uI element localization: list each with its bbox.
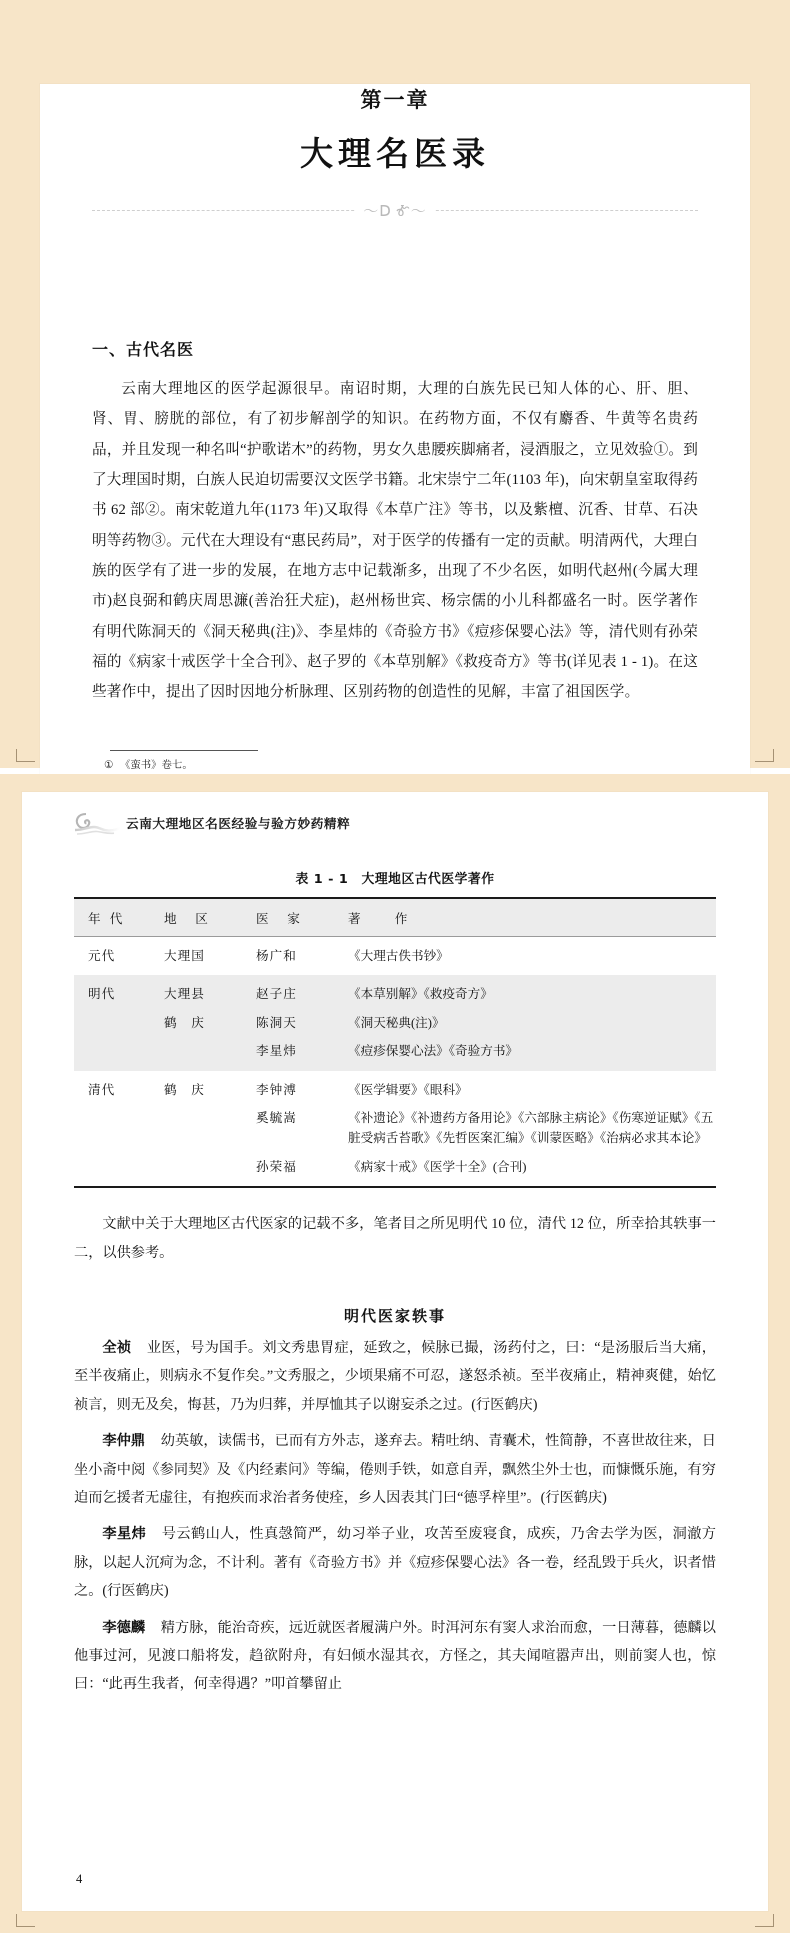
table-row bbox=[74, 1153, 716, 1187]
cell-era: 明代 bbox=[74, 975, 164, 1008]
cell-works: 《医学辑要》《眼科》 bbox=[348, 1082, 468, 1097]
crop-mark-bottom-left bbox=[16, 749, 35, 762]
cell-era bbox=[74, 1104, 164, 1153]
table-row bbox=[74, 937, 716, 976]
ornament-glyph-icon: 〜ᗞ Ꮉ〜 bbox=[355, 200, 435, 221]
cell-works: 《补遗论》《补遗药方备用论》《六部脉主病论》《伤寒逆证赋》《五脏受病舌苔歌》《先哲医案汇编》《训蒙医略》《治病必求其本论》 bbox=[348, 1110, 714, 1146]
cell-area bbox=[164, 1037, 256, 1070]
cell-doctor: 杨广和 bbox=[256, 949, 297, 963]
cell-era bbox=[74, 1153, 164, 1187]
biography-name: 李星炜 bbox=[102, 1526, 147, 1543]
table-caption: 表 1 - 1 大理地区古代医学著作 bbox=[295, 872, 495, 887]
cloud-wave-ornament-icon bbox=[74, 810, 120, 841]
biography-text: 业医，号为国手。刘文秀患胃症，延致之，候脉已撮，汤药付之，曰：“是汤服后当大痛，至半夜痛止，则病永不复作矣。”文秀服之，少顷果痛不可忍，遂怒杀祯。至半夜痛止，精神爽健，始忆祯言，则无及矣，悔甚，乃为归葬，并厚恤其子以谢妄杀之过。(行医鹤庆) bbox=[74, 1339, 716, 1413]
ancient-medical-works-table bbox=[74, 897, 716, 1188]
crop-mark-bottom-right bbox=[755, 1914, 774, 1927]
page-4-sheet bbox=[22, 792, 768, 1911]
cell-works: 《病家十戒》《医学十全》(合刊) bbox=[348, 1153, 716, 1187]
cell-area: 鹤 庆 bbox=[164, 1082, 205, 1097]
cell-area bbox=[164, 1153, 256, 1187]
biography-name: 全祯 bbox=[102, 1339, 132, 1356]
cell-area: 大理县 bbox=[164, 975, 256, 1008]
running-head bbox=[74, 792, 716, 842]
page-4-body bbox=[74, 1210, 716, 1699]
page-3-sheet bbox=[40, 84, 750, 828]
cell-doctor: 陈洞天 bbox=[256, 1009, 348, 1037]
biography-entry bbox=[74, 1614, 716, 1699]
cell-area: 鹤 庆 bbox=[164, 1009, 256, 1037]
table-body bbox=[74, 937, 716, 1188]
col-header-era: 年 代 bbox=[74, 898, 164, 937]
footnote-text: 《蛮书》卷七。 bbox=[120, 759, 193, 771]
col-header-area: 地 区 bbox=[164, 898, 256, 937]
cell-era: 清代 bbox=[88, 1082, 116, 1097]
crop-mark-bottom-left bbox=[16, 1914, 35, 1927]
table-row bbox=[74, 975, 716, 1008]
cell-works: 《洞天秘典(注)》 bbox=[348, 1009, 716, 1037]
crop-mark-bottom-right bbox=[755, 749, 774, 762]
cell-era bbox=[74, 1009, 164, 1037]
subsection-heading-ming-anecdotes: 明代医家轶事 bbox=[343, 1306, 446, 1325]
book-page-4 bbox=[0, 774, 790, 1933]
cell-area: 大理国 bbox=[164, 949, 205, 963]
biography-entry bbox=[74, 1520, 716, 1605]
cell-works: 《痘疹保婴心法》《奇验方书》 bbox=[348, 1037, 716, 1070]
table-row bbox=[74, 1104, 716, 1153]
footnote-marker: ① bbox=[104, 759, 114, 771]
col-header-doctor: 医 家 bbox=[256, 898, 348, 937]
table-header bbox=[74, 898, 716, 937]
biography-name: 李德麟 bbox=[102, 1619, 146, 1636]
cell-doctor: 赵子庄 bbox=[256, 975, 348, 1008]
page-3-main-paragraph: 云南大理地区的医学起源很早。南诏时期，大理的白族先民已知人体的心、肝、胆、肾、胃、膀胱的部位，有了初步解剖学的知识。在药物方面，不仅有麝香、牛黄等名贵药品，并且发现一种名叫“护歌诺木”的药物，男女久患腰疾脚痛者，浸酒服之，立见效验①。到了大理国时期，白族人民迫切需要汉文医学书籍。北宋崇宁二年(1103 年)，向宋朝皇室取得药书 62 部②。南宋乾道九年(1173 年)又取得《本草广注》等书，以及紫檀、沉香、甘草、石决明等药物③。元代在大理设有“惠民药局”，对于医学的传播有一定的贡献。明清两代，大理白族的医学有了进一步的发展，在地方志中记载渐多，出现了不少名医，如明代赵州(今属大理市)赵良弼和鹤庆周思濂(善治狂犬症)，赵州杨世宾、杨宗儒的小儿科都盛名一时。医学著作有明代陈洞天的《洞天秘典(注)》、李星炜的《奇验方书》《痘疹保婴心法》等，清代则有孙荣福的《病家十戒医学十全合刊》、赵子罗的《本草别解》《救疫奇方》等书(详见表 1 - 1)。在这些著作中，提出了因时因地分析脉理、区别药物的创造性的见解，丰富了祖国医学。 bbox=[92, 381, 698, 701]
cell-area bbox=[164, 1104, 256, 1153]
cell-doctor: 孙荣福 bbox=[256, 1153, 348, 1187]
biography-text: 幼英敏，读儒书，已而有方外志，遂弃去。精吐纳、青囊术，性简静，不喜世故往来，日坐小斋中阅《参同契》及《内经素问》等编，倦则手铁，如意自弄，飘然尘外士也，而慷慨乐施，有穷迫而乞援者无虚往，有抱疾而求治者务使痊，乡人因表其门曰“德孚梓里”。(行医鹤庆) bbox=[74, 1433, 716, 1506]
book-page-3 bbox=[0, 0, 790, 771]
cell-era: 元代 bbox=[88, 949, 116, 963]
biography-text: 精方脉，能治奇疾，远近就医者履满户外。时洱河东有窦人求治而愈，一日薄暮，德麟以他事过河，见渡口船将发，趋欲附舟，有妇倾水湿其衣，方怪之，其夫闻喧嚣声出，则前窦人也，惊曰：“此再生我者，何幸得遇？”叩首攀留止 bbox=[74, 1619, 716, 1693]
cell-doctor: 奚毓嵩 bbox=[256, 1110, 297, 1125]
section-heading-ancient-physicians: 一、古代名医 bbox=[92, 340, 195, 359]
footnote-rule bbox=[110, 750, 258, 751]
chapter-ornament-divider bbox=[92, 201, 698, 219]
page-number-4: 4 bbox=[76, 1872, 83, 1886]
chapter-title: 大理名医录 bbox=[300, 137, 490, 173]
biography-text: 号云鹤山人，性真愨简严，幼习举子业，攻苦至废寝食，成疾，乃舍去学为医，洞澈方脉，以起人沉疴为念，不计利。著有《奇验方书》并《痘疹保婴心法》各一卷，经乱毁于兵火，识者惜之。(行医鹤庆) bbox=[74, 1526, 716, 1600]
cell-era bbox=[74, 1037, 164, 1070]
cell-works: 《大理古佚书钞》 bbox=[348, 949, 449, 963]
cell-works: 《本草别解》《救疫奇方》 bbox=[348, 975, 716, 1008]
table-row bbox=[74, 1071, 716, 1104]
cell-doctor: 李星炜 bbox=[256, 1037, 348, 1070]
running-head-title: 云南大理地区名医经验与验方妙药精粹 bbox=[126, 815, 351, 831]
chapter-number: 第一章 bbox=[360, 88, 430, 112]
col-header-works: 著 作 bbox=[348, 898, 716, 937]
table-row bbox=[74, 1037, 716, 1070]
biography-entry bbox=[74, 1334, 716, 1419]
after-table-paragraph: 文献中关于大理地区古代医家的记载不多，笔者目之所见明代 10 位，清代 12 位，所幸拾其轶事一二，以供参考。 bbox=[74, 1216, 716, 1261]
biography-name: 李仲鼎 bbox=[102, 1433, 146, 1450]
biography-entry bbox=[74, 1427, 716, 1512]
cell-doctor: 李钟溥 bbox=[256, 1082, 297, 1097]
table-header-row bbox=[74, 898, 716, 937]
table-row bbox=[74, 1009, 716, 1037]
footnote-item bbox=[92, 758, 698, 775]
